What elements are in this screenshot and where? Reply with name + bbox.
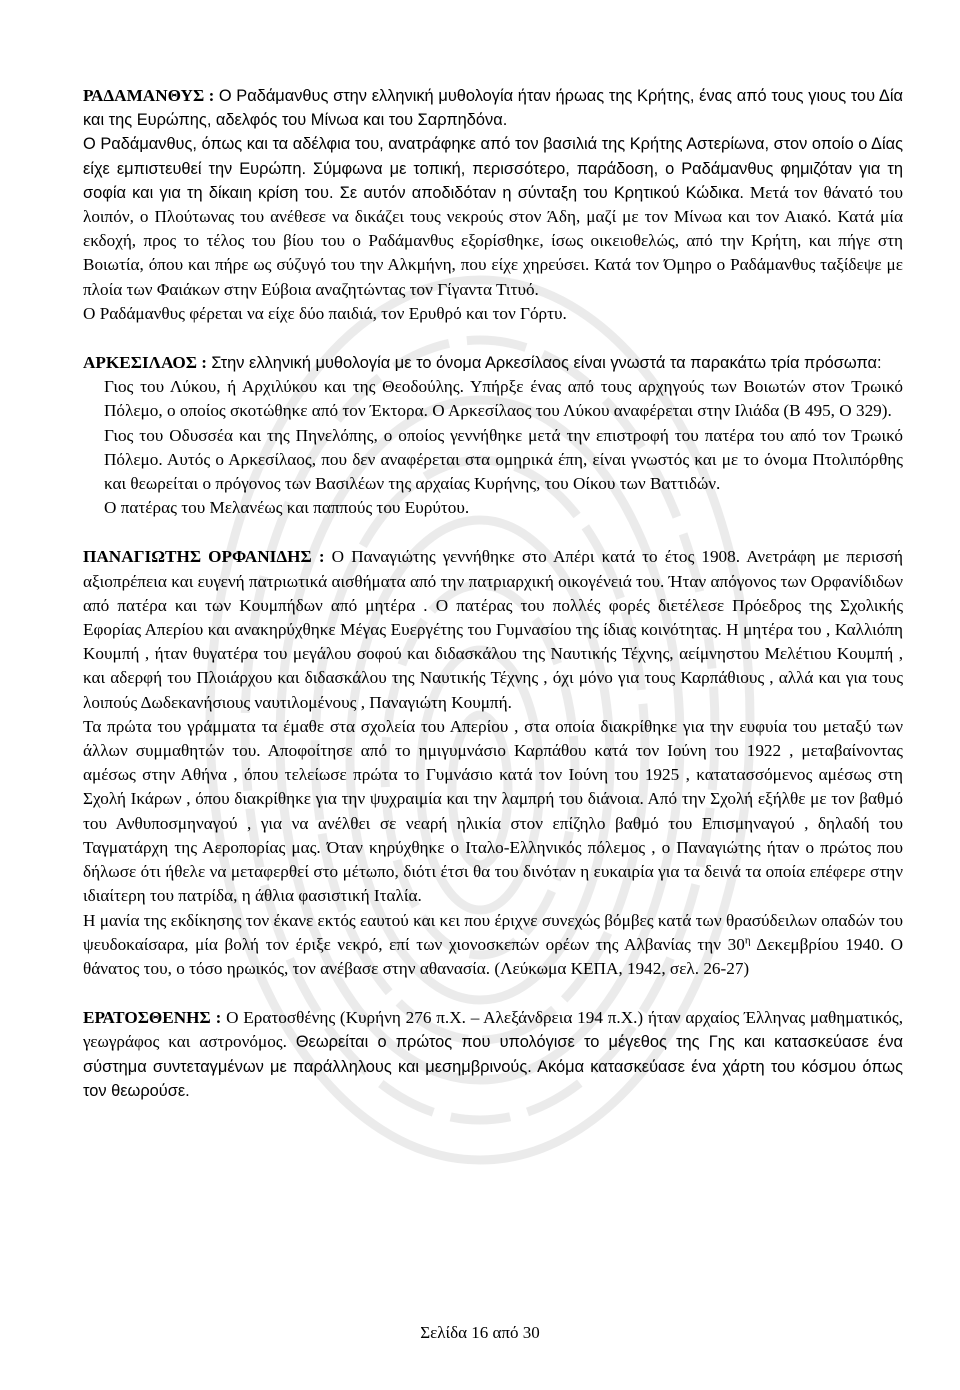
entry-text: Δεκεμβρίου 1940. Ο θάνατος του, ο τόσο ηρωικός, τον ανέβασε στην αθανασία. (Λεύκωμα ΚΕΠΑ, 1942, σελ. 26-27) [83,934,903,978]
entry-text: Μετά τον θάνατό του λοιπόν, ο Πλούτωνας του ανέθεσε να δικάζει τους νεκρούς στον Άδη, μαζί με τον Μίνωα και τον Αιακό. Κατά μία εκδοχή, προς το τέλος του βίου του ο Ραδάμανθυς εξορίσθηκε, ίσως οικειοθελώς, από την Κρήτη, και πήγε στη Βοιωτία, όπου και πήρε ως σύζυγό του την Αλκμήνη, που είχε χηρεύσει. Κατά τον Όμηρο ο Ραδάμανθυς ταξίδεψε με πλοία των Φαιάκων στην Εύβοια αναζητώντας τον Γίγαντα Τιτυό. [83,182,903,299]
entry-text: Ο Ραδάμανθυς στην ελληνική μυθολογία ήταν ήρωας της Κρήτης, ένας από τους γιους του Δία και της Ευρώπης, αδελφός του Μίνωα και του Σαρπηδόνα. [83,87,903,130]
entry-paragraph [83,132,903,301]
superscript: η [744,933,751,946]
entry-text: Γιος του Λύκου, ή Αρχιλύκου και της Θεοδούλης. [104,377,464,397]
document-body [83,84,903,1128]
entry-text: Η μανία της εκδίκησης τον έκανε εκτός εαυτού και κει που έριχνε συνεχώς βόμβες κατά των θρασύδειλων οπαδών του ψευδοκαίσαρα, μία βολή τον έριξε νεκρό, επί των χιονοσκεπών ορέων της Αλβανίας την 30 [83,910,903,954]
page-footer: Σελίδα 16 από 30 [420,1323,540,1342]
list-item [83,375,903,423]
entry-paragraph [83,84,903,132]
entry-text: Ο Ερατοσθένης (Κυρήνη 276 π.Χ. – Αλεξάνδρεια 194 π.Χ.) ήταν αρχαίος Έλληνας μαθηματικός, γεωγράφος και αστρονόμος. [83,1008,903,1052]
entry-arkesilaos [83,351,903,520]
entry-text: Ο Ραδάμανθυς, όπως και τα αδέλφια του, ανατράφηκε από τον βασιλιά της Κρήτης Αστερίωνα, στον οποίο ο Δίας είχε εμπιστευθεί την Ευρώπη. Σύμφωνα με τοπική, περισσότερο, παράδοση, ο Ραδάμανθυς φημιζόταν για τη σοφία και για τη δίκαιη κρίση του. Σε αυτόν αποδιδόταν η σύνταξη του Κρητικού Κώδικα. [83,135,903,202]
entry-radamanthys [83,84,903,326]
entry-paragraph [83,909,903,982]
list-item: Ο πατέρας του Μελανέως και παππούς του Ευρύτου. [104,498,470,518]
entry-paragraph [83,351,903,375]
entry-eratosthenis [83,1006,903,1103]
entry-heading: ΠΑΝΑΓΙΩΤΗΣ ΟΡΦΑΝΙΔΗΣ : [83,547,325,567]
entry-text: Ο Παναγιώτης γεννήθηκε στο Απέρι κατά το έτος 1908. Ανετράφη με περισσή αξιοπρέπεια και ευγενή πατριωτικά αισθήματα από την πατριαρχική οικογένειά του. Ήταν απόγονος των Ορφανίδιδων από πατέρα και των Κουμπήδων από μητέρα . Ο πατέρας του πολλές φορές διετέλεσε Πρόεδρος της Σχολικής Εφορίας Απερίου και ανακηρύχθηκε Μέγας Ευεργέτης του Γυμνασίου της ίδιας κοινότητας. Η μητέρα του , Καλλιόπη Κουμπή , ήταν θυγατέρα του μεγάλου σοφού και διδασκάλου της Ναυτικής Τέχνης, αείμνηστου Μελέτιου Κουμπή , και αδερφή του Πλοιάρχου και διδασκάλου της Ναυτικής Τέχνης , όχι μόνο για τους Καρπάθιους , αλλά και για τους λοιπούς Δωδεκανήσιους ναυτιλομένους , Παναγιώτη Κουμπή. [83,547,904,712]
entry-paragraph [83,545,903,714]
entry-heading: ΡΑΔΑΜΑΝΘΥΣ : [83,86,215,105]
entry-heading: ΑΡΚΕΣΙΛΑΟΣ : [83,353,208,373]
entry-text: Στην ελληνική μυθολογία με το όνομα Αρκεσίλαος είναι γνωστά τα παρακάτω τρία πρόσωπα: [211,354,882,373]
entry-orfanidis [83,545,903,981]
entry-heading: ΕΡΑΤΟΣΘΕΝΗΣ : [83,1008,222,1028]
entry-paragraph: Τα πρώτα του γράμματα τα έμαθε στα σχολεία του Απερίου , στα οποία διακρίθηκε για την ευφυία του μεταξύ των άλλων συμμαθητών του. Αποφοίτησε από το ημιγυμνάσιο Καρπάθου κατά τον Ιούνη του 1922 , μεταβαίνοντας αμέσως στην Αθήνα , όπου τελείωσε πρώτα το Γυμνάσιο κατά τον Ιούνη του 1925 , κατατασσόμενος αμέσως στη Σχολή Ικάρων , όπου διακρίθηκε για την ψυχραιμία και την λαμπρή του διάνοια. Από την Σχολή εξήλθε με τον βαθμό του Ανθυποσμηναγού , για να ανέλθει σε νεαρή ηλικία στον επίζηλο βαθμό του Επισμηναγού , δηλαδή του Ταγματάρχη της Αεροπορίας μας. Όταν κηρύχθηκε ο Ιταλο-Ελληνικός πόλεμος , ο Παναγιώτης ήταν ο πρώτος που δήλωσε ότι ήθελε να μεταφερθεί στο μέτωπο, διότι έτσι θα του δινόταν η ευκαιρία για τα δεινά τα οποία επέφερε στην ιδιαίτερη του πατρίδα, η άθλια φασιστική Ιταλία. [83,716,903,906]
list-item: Γιος του Οδυσσέα και της Πηνελόπης, ο οποίος γεννήθηκε μετά την επιστροφή του πατέρα του από τον Τρωικό Πόλεμο. Αυτός ο Αρκεσίλαος, που δεν αναφέρεται στα ομηρικά έπη, είναι γνωστός και με το όνομα Πτολιπόρθης και θεωρείται ο πρόγονος των Βασιλέων της αρχαίας Κυρήνης, του Οίκου των Βαττιδών. [104,425,903,494]
entry-text: Υπήρξε ένας από τους αρχηγούς των Βοιωτών στον Τρωικό Πόλεμο, ο οποίος σκοτώθηκε από τον Έκτορα. Ο Αρκεσίλαος του Λύκου αναφέρεται στην Ιλιάδα (Β 495, Ο 329). [104,377,903,421]
entry-paragraph [83,1006,903,1103]
entry-text: Θεωρείται ο πρώτος που υπολόγισε το μέγεθος της Γης και κατασκεύασε ένα σύστημα συντεταγμένων με παράλληλους και μεσημβρινούς. Ακόμα κατασκεύασε ένα χάρτη του κόσμου όπως τον θεωρούσε. [83,1033,903,1100]
entry-paragraph: Ο Ραδάμανθυς φέρεται να είχε δύο παιδιά, τον Ερυθρό και τον Γόρτυ. [83,303,567,323]
